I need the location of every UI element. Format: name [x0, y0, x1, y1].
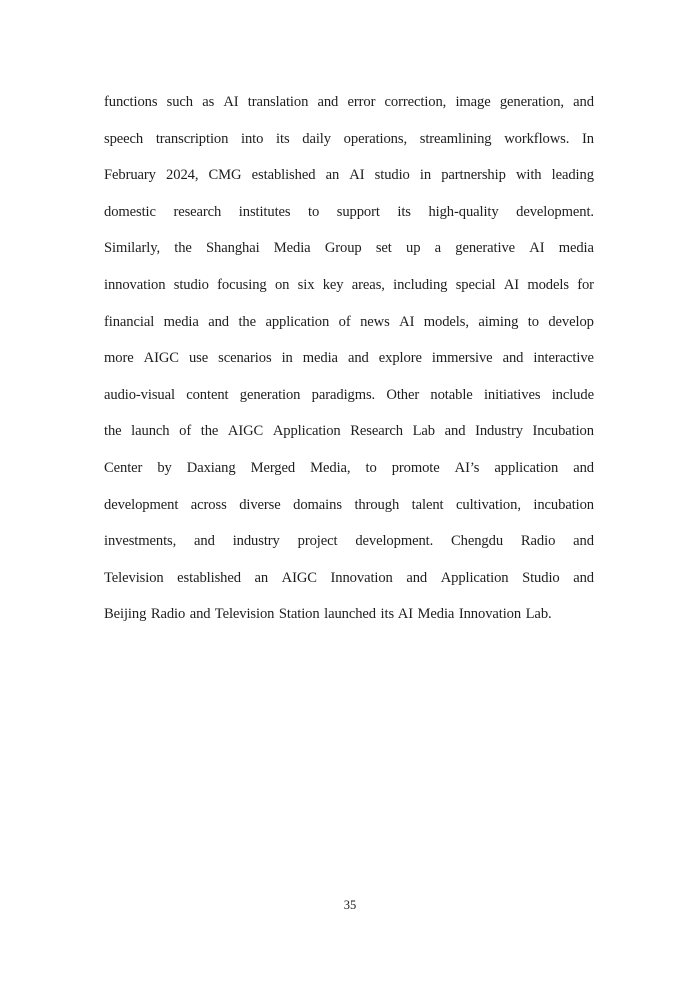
paragraph-line: development across diverse domains through talent cultivation, incubation — [104, 496, 594, 513]
paragraph — [104, 84, 594, 633]
paragraph-line: Similarly, the Shanghai Media Group set up a generative AI media — [104, 240, 594, 257]
paragraph-line: financial media and the application of news AI models, aiming to develop — [104, 313, 594, 330]
paragraph-line: speech transcription into its daily operations, streamlining workflows. In — [104, 130, 594, 147]
paragraph-line: domestic research institutes to support its high-quality development. — [104, 203, 594, 220]
paragraph-line: the launch of the AIGC Application Research Lab and Industry Incubation — [104, 423, 594, 440]
paragraph-line: February 2024, CMG established an AI studio in partnership with leading — [104, 167, 594, 184]
page-number: 35 — [343, 898, 357, 912]
paragraph-line: investments, and industry project development. Chengdu Radio and — [104, 533, 594, 550]
paragraph-line: innovation studio focusing on six key areas, including special AI models for — [104, 276, 594, 293]
paragraph-line: Center by Daxiang Merged Media, to promote AI’s application and — [104, 459, 594, 476]
paragraph-line: more AIGC use scenarios in media and explore immersive and interactive — [104, 350, 594, 367]
paragraph-line: functions such as AI translation and error correction, image generation, and — [104, 94, 594, 110]
paragraph-line: Beijing Radio and Television Station launched its AI Media Innovation Lab. — [104, 606, 552, 623]
paragraph-line: Television established an AIGC Innovation and Application Studio and — [104, 569, 594, 586]
paragraph-line: audio-visual content generation paradigms. Other notable initiatives include — [104, 386, 594, 403]
